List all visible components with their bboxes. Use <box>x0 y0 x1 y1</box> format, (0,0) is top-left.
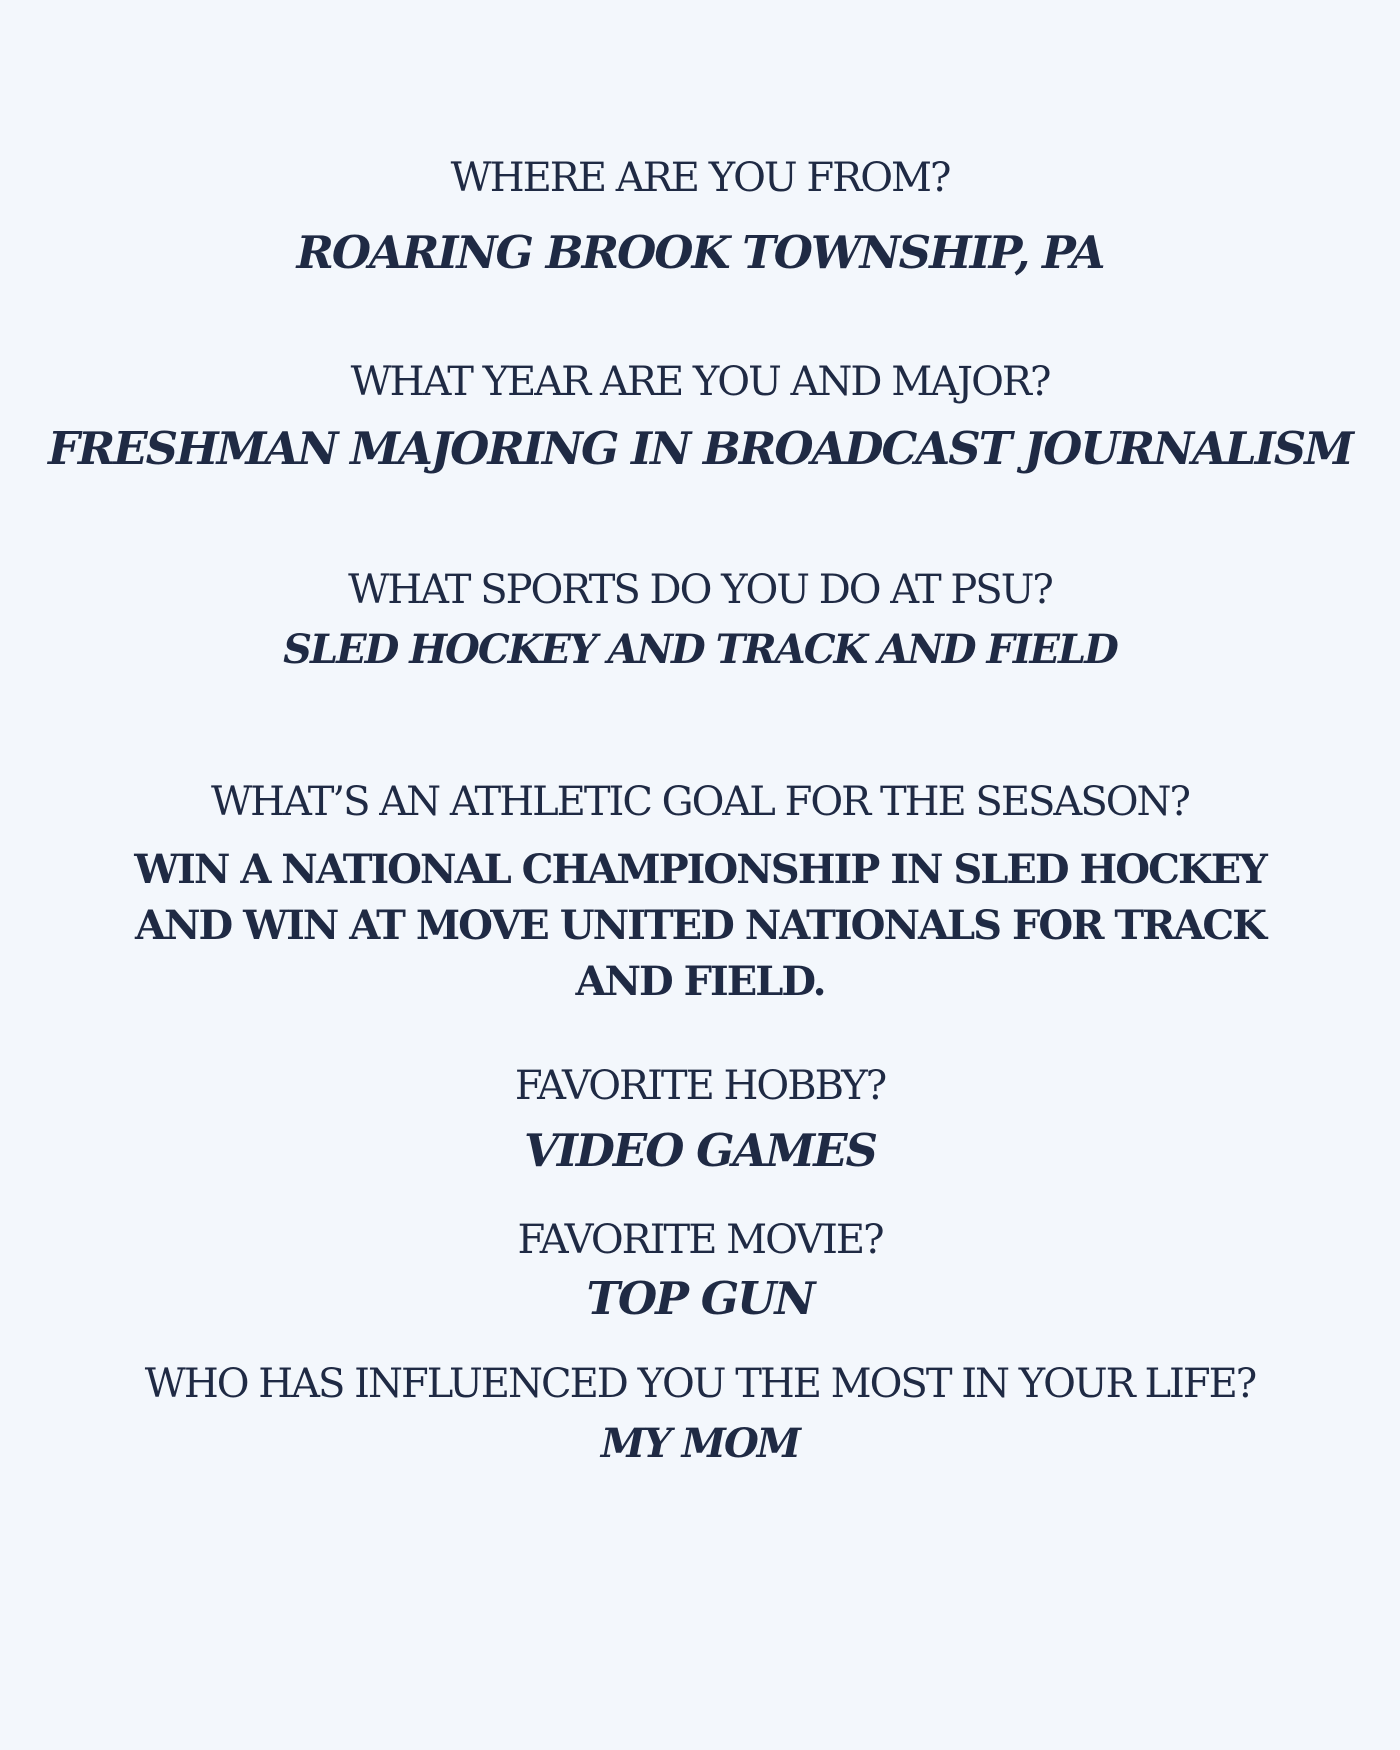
answer-line: WIN A NATIONAL CHAMPIONSHIP IN SLED HOCKEY <box>134 846 1266 893</box>
qa-item-hobby <box>0 1063 1400 1177</box>
answer-block <box>0 842 1400 1010</box>
qa-item-movie <box>0 1217 1400 1325</box>
qa-item-athletic-goal <box>0 779 1400 1010</box>
answer-text: VIDEO GAMES <box>523 1124 877 1177</box>
question-text: FAVORITE HOBBY? <box>514 1063 886 1109</box>
answer-line: AND FIELD. <box>575 958 825 1005</box>
qa-item-sports <box>0 567 1400 673</box>
qa-item-year-major <box>0 359 1400 475</box>
answer-text: SLED HOCKEY AND TRACK AND FIELD <box>283 626 1117 673</box>
question-text: FAVORITE MOVIE? <box>517 1217 883 1263</box>
qa-item-hometown <box>0 155 1400 279</box>
answer-text: ROARING BROOK TOWNSHIP, PA <box>296 226 1104 279</box>
question-text: WHERE ARE YOU FROM? <box>450 155 950 201</box>
question-text: WHAT’S AN ATHLETIC GOAL FOR THE SESASON? <box>211 779 1189 825</box>
question-text: WHAT YEAR ARE YOU AND MAJOR? <box>350 359 1050 405</box>
answer-text: FRESHMAN MAJORING IN BROADCAST JOURNALISM <box>47 422 1353 475</box>
answer-text: TOP GUN <box>586 1272 814 1325</box>
question-text: WHAT SPORTS DO YOU DO AT PSU? <box>348 567 1052 613</box>
question-text: WHO HAS INFLUENCED YOU THE MOST IN YOUR LIFE? <box>144 1361 1256 1407</box>
answer-line: AND WIN AT MOVE UNITED NATIONALS FOR TRACK <box>134 902 1266 949</box>
qa-item-influence <box>0 1361 1400 1467</box>
answer-text: MY MOM <box>600 1420 800 1467</box>
